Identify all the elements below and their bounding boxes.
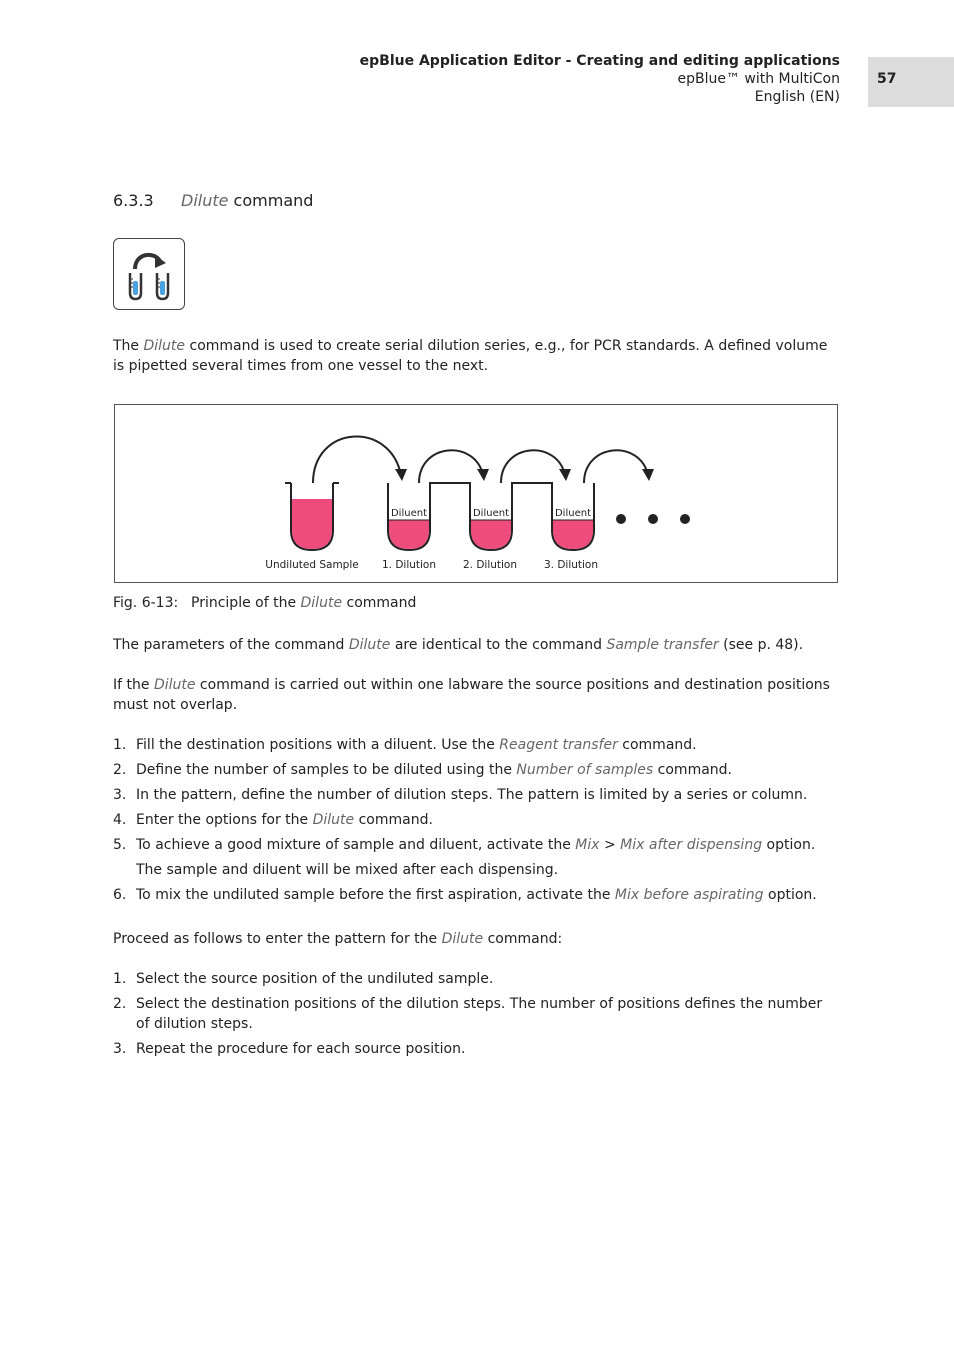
diluent-label-1: Diluent [390, 508, 428, 519]
list-item [113, 735, 839, 755]
label-dilution-2: 2. Dilution [462, 559, 518, 571]
instruction-steps [113, 735, 839, 910]
section-title-rest: command [228, 191, 314, 210]
intro-text-2: command is used to create serial dilution series, e.g., for PCR standards. A defined volume is pipetted several times from one vessel to the next. [113, 338, 828, 374]
params-italic-1: Dilute [348, 637, 391, 653]
step-number: 2. [113, 996, 127, 1012]
overlap-paragraph [113, 675, 839, 715]
section-heading [113, 191, 313, 210]
step-text: Repeat the procedure for each source position. [136, 1041, 466, 1057]
dilute-tubes-icon [113, 238, 185, 310]
overlap-italic-1: Dilute [153, 677, 196, 693]
intro-text-1: The [113, 338, 144, 354]
transfer-arrow-head-3 [559, 469, 571, 481]
page-number: 57 [877, 71, 897, 87]
dilution-diagram [115, 405, 837, 582]
transfer-arrow-3 [501, 450, 565, 483]
icon-arrow-head [155, 255, 166, 268]
step-number: 2. [113, 762, 127, 778]
transfer-arrow-1 [313, 436, 401, 483]
section-number: 6.3.3 [113, 191, 154, 210]
step-number: 1. [113, 737, 127, 753]
transfer-arrow-head-1 [395, 469, 407, 481]
sample-liquid [292, 499, 332, 549]
step-italic: Mix before aspirating [614, 887, 764, 903]
intro-paragraph [113, 336, 839, 376]
step-text: To achieve a good mixture of sample and diluent, activate the [136, 837, 576, 853]
step-number: 3. [113, 1041, 127, 1057]
dilution-liquid-3 [553, 520, 593, 549]
step-italic: Number of samples [516, 762, 654, 778]
label-dilution-1: 1. Dilution [381, 559, 437, 571]
step-text: Define the number of samples to be diluted using the [136, 762, 517, 778]
step-result: The sample and diluent will be mixed after each dispensing. [136, 862, 559, 878]
icon-liquid-left [133, 281, 138, 295]
step-italic: Mix after dispensing [620, 837, 763, 853]
continuation-dot-3 [680, 514, 690, 524]
step-italic: Reagent transfer [499, 737, 618, 753]
params-text-2: are identical to the command [390, 637, 607, 653]
step-number: 5. [113, 837, 127, 853]
step-text: In the pattern, define the number of dilution steps. The pattern is limited by a series or column. [136, 787, 808, 803]
proceed-text-1: Proceed as follows to enter the pattern for the [113, 931, 442, 947]
transfer-arrow-2 [419, 450, 483, 483]
proceed-italic-1: Dilute [441, 931, 484, 947]
step-text: option. [762, 837, 816, 853]
page-number-box [868, 57, 954, 107]
list-item [113, 1039, 839, 1059]
label-undiluted-sample: Undiluted Sample [265, 559, 359, 571]
continuation-dot-2 [648, 514, 658, 524]
caption-label: Fig. 6-13: [113, 595, 179, 611]
list-item [113, 785, 839, 805]
overlap-text-1: If the [113, 677, 154, 693]
transfer-arrow-4 [584, 450, 648, 483]
list-item [113, 994, 839, 1034]
icon-liquid-right [160, 281, 165, 295]
overlap-text-2: command is carried out within one labware the source positions and destination positions must not overlap. [113, 677, 830, 713]
list-item [113, 969, 839, 989]
list-item [113, 835, 839, 880]
caption-text-1: Principle of the [191, 595, 301, 611]
params-text-1: The parameters of the command [113, 637, 349, 653]
intro-italic-1: Dilute [143, 338, 186, 354]
parameters-paragraph [113, 635, 839, 655]
label-dilution-3: 3. Dilution [543, 559, 599, 571]
transfer-arrow-head-4 [642, 469, 654, 481]
proceed-text-2: command: [483, 931, 563, 947]
step-text: command. [653, 762, 732, 778]
step-number: 1. [113, 971, 127, 987]
header-subtitle: epBlue™ with MultiCon [677, 71, 840, 87]
step-number: 3. [113, 787, 127, 803]
dilution-figure [114, 404, 838, 583]
page-header [360, 52, 840, 106]
dilute-icon-graphic [114, 239, 186, 311]
step-number: 6. [113, 887, 127, 903]
transfer-arrow-head-2 [477, 469, 489, 481]
caption-text-2: command [342, 595, 417, 611]
step-text: option. [763, 887, 817, 903]
step-italic: Dilute [312, 812, 355, 828]
list-item [113, 760, 839, 780]
section-title-italic: Dilute [181, 191, 229, 210]
proceed-paragraph [113, 929, 839, 949]
pattern-steps [113, 969, 839, 1064]
header-language: English (EN) [754, 89, 840, 105]
params-text-3: (see p. 48). [718, 637, 804, 653]
list-item [113, 885, 839, 905]
step-number: 4. [113, 812, 127, 828]
step-text: > [599, 837, 621, 853]
diluent-label-3: Diluent [554, 508, 592, 519]
list-item [113, 810, 839, 830]
step-italic: Mix [575, 837, 600, 853]
continuation-dot-1 [616, 514, 626, 524]
header-title: epBlue Application Editor - Creating and editing applications [359, 53, 840, 69]
figure-caption [113, 595, 416, 611]
caption-italic: Dilute [300, 595, 343, 611]
params-italic-2: Sample transfer [606, 637, 719, 653]
step-text: command. [354, 812, 433, 828]
dilution-liquid-2 [471, 520, 511, 549]
step-text: command. [617, 737, 697, 753]
step-text: Fill the destination positions with a diluent. Use the [136, 737, 500, 753]
step-text: Select the destination positions of the dilution steps. The number of positions defines the number of dilution steps. [136, 996, 823, 1032]
step-text: Enter the options for the [136, 812, 313, 828]
step-text: Select the source position of the undiluted sample. [136, 971, 494, 987]
step-text: To mix the undiluted sample before the first aspiration, activate the [136, 887, 615, 903]
diluent-label-2: Diluent [472, 508, 510, 519]
dilution-liquid-1 [389, 520, 429, 549]
